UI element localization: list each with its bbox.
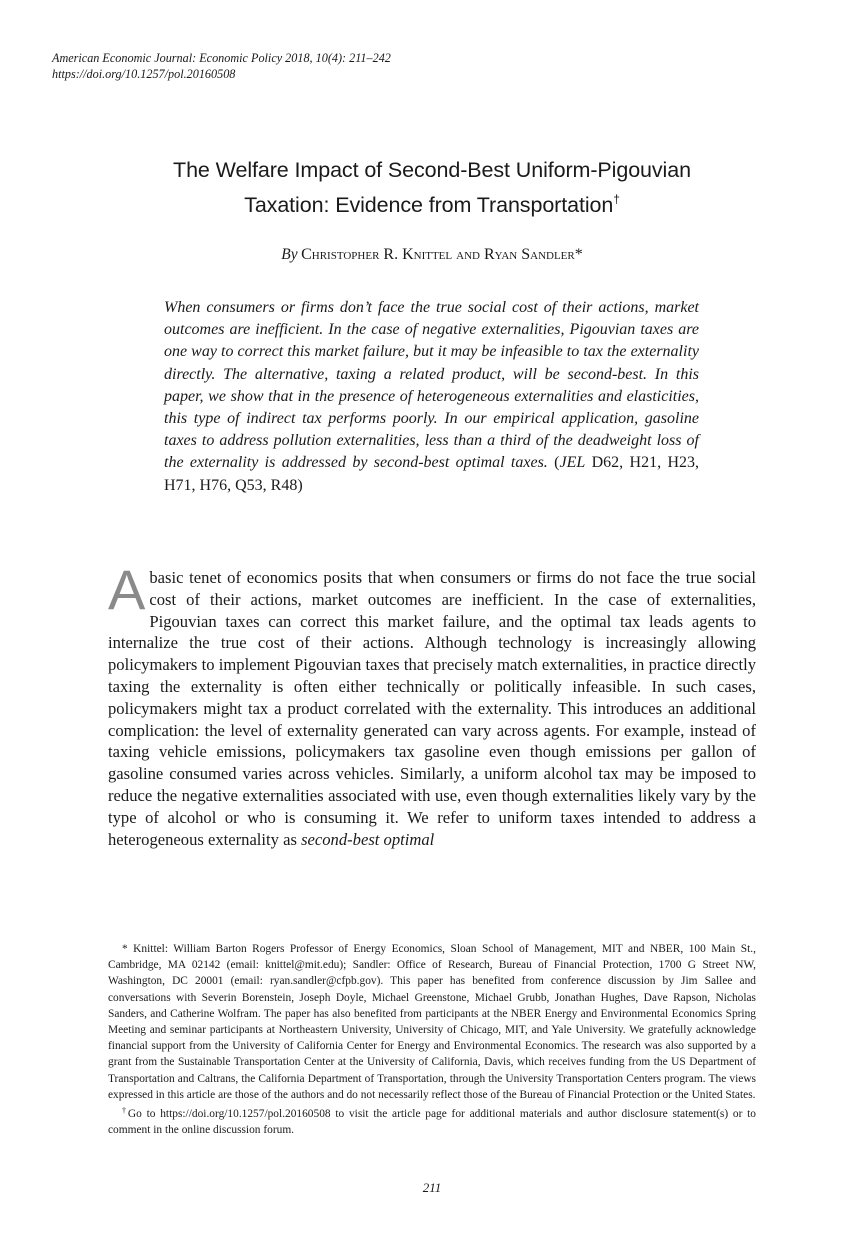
body-text [108,558,756,850]
doi-link[interactable]: https://doi.org/10.1257/pol.20160508 [52,67,236,81]
title-line-1: The Welfare Impact of Second-Best Uniform-Pigouvian [173,158,691,182]
body-paragraph: basic tenet of economics posits that when consumers or firms do not face the true social cost of their actions, market outcomes are inefficient. In the case of externalities, Pigouvian taxes can correct this market failure, and the optimal tax leads agents to internalize the true cost of their actions. Although technology is increasingly allowing policymakers to implement Pigouvian taxes that precisely match externalities, in practice directly taxing the externality is often either technically or politically infeasible. In such cases, policymakers might tax a product correlated with the externality. This introduces an additional complication: the level of externality generated can vary across agents. For example, instead of taxing vehicle emissions, policymakers tax gasoline even though emissions per gallon of gasoline consumed varies across vehicles. Similarly, a uniform alcohol tax may be imposed to reduce the negative externalities associated with use, even though externalities likely vary by the type of alcohol or who is consuming it. We refer to uniform taxes intended to address a heterogeneous externality as [108,568,756,849]
abstract-text: When consumers or firms don’t face the true social cost of their actions, market outcomes are inefficient. In the case of negative externalities, Pigouvian taxes are one way to correct this market failure, but it may be infeasible to tax the externality directly. The alternative, taxing a related product, will be second-best. In this paper, we show that in the presence of heterogeneous externalities and elasticities, this type of indirect tax performs poorly. In our empirical application, gasoline taxes to address pollution externalities, less than a third of the deadweight loss of the externality is addressed by second-best optimal taxes. [164,299,699,472]
journal-citation: American Economic Journal: Economic Policy 2018, 10(4): 211–242 [52,51,391,65]
paper-title [100,156,764,220]
jel-codes: (JEL D62, H21, H23, H71, H76, Q53, R48) [164,454,699,494]
title-line-2: Taxation: Evidence from Transportation† [244,192,620,217]
byline [0,245,864,266]
journal-header [52,50,391,82]
title-dagger[interactable]: † [613,192,620,206]
drop-cap: A [108,558,146,621]
page-number: 211 [422,1180,442,1195]
footnote-star: * Knittel: William Barton Rogers Professor of Energy Economics, Sloan School of Management, MIT and NBER, 100 Main St., Cambridge, MA 02142 (email: knittel@mit.edu); Sandler: Office of Research, Bureau of Financial Protection, 1700 G Street NW, Washington, DC 20001 (email: ryan.sandler@cfpb.gov). This paper has benefited from conference discussion by Jim Sallee and conversations with Severin Borenstein, Joseph Doyle, Michael Greenstone, Michael Grubb, Jonathan Hughes, Dave Rapson, Nicholas Sanders, and Catherine Wolfram. The paper has also benefited from participants at the NBER Energy and Environmental Economics Spring Meeting and seminar participants at Northeastern University, University of Chicago, MIT, and Yale University. We gratefully acknowledge financial support from the University of California Center for Energy and Environmental Economics. The research was also supported by a grant from the Sustainable Transportation Center at the University of California, Davis, which receives funding from the US Department of Transportation and Caltrans, the California Department of Transportation, through the University Transportation Centers program. The views expressed in this article are those of the authors and do not necessarily reflect those of the Bureau of Financial Protection or the United States. [108,943,756,1101]
byline-by: By [281,246,298,263]
body-italic-term: second-best optimal [301,829,435,849]
byline-authors: Christopher R. Knittel and Ryan Sandler* [301,246,583,263]
footnotes [108,941,756,1138]
footnote-dagger: †Go to https://doi.org/10.1257/pol.20160508 to visit the article page for additional materials and author disclosure statement(s) or to comment in the online discussion forum. [108,1106,756,1137]
abstract [164,297,699,497]
